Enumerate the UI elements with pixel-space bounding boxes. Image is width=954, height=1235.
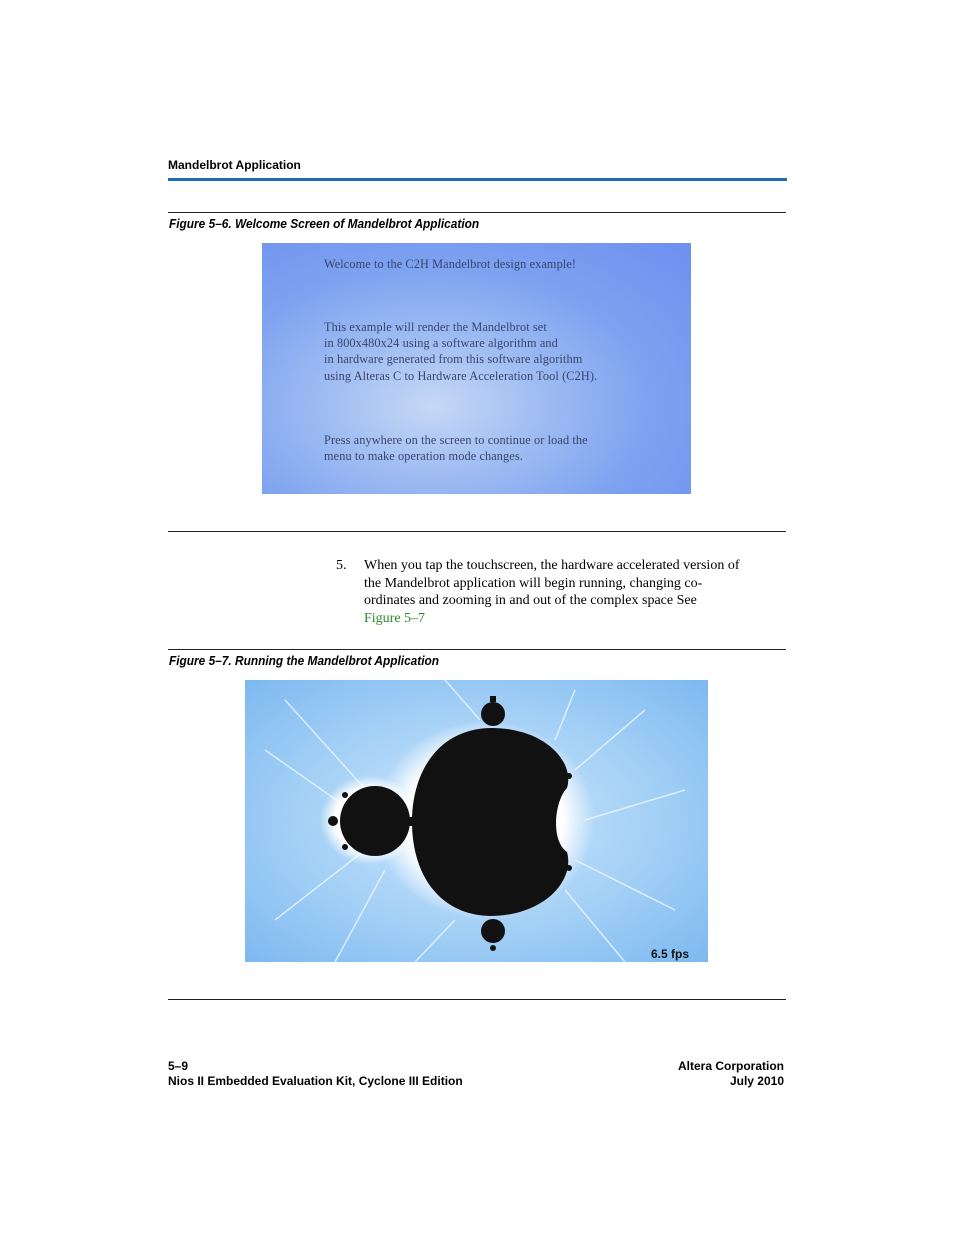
fps-counter: 6.5 fps (651, 947, 690, 961)
welcome-line: in hardware generated from this software algorithm (324, 352, 583, 366)
figure-bottom-rule (168, 999, 786, 1000)
publication-date: July 2010 (729, 1074, 784, 1088)
figure-5-7-link[interactable]: Figure 5–7 (364, 610, 426, 626)
welcome-line: using Alteras C to Hardware Acceleration Tool (C2H). (324, 369, 598, 383)
figure-5-6-caption: Figure 5–6. Welcome Screen of Mandelbrot Application (169, 217, 480, 231)
welcome-line: in 800x480x24 using a software algorithm and (324, 336, 558, 350)
welcome-line: This example will render the Mandelbrot set (324, 320, 547, 334)
mandelbrot-screenshot (245, 680, 708, 962)
welcome-line: Press anywhere on the screen to continue or load the (324, 433, 588, 447)
page-number: 5–9 (168, 1059, 189, 1073)
figure-top-rule (168, 212, 786, 213)
step-text (364, 557, 784, 627)
figure-top-rule (168, 649, 786, 650)
step-number: 5. (336, 558, 347, 573)
figure-5-7-caption: Figure 5–7. Running the Mandelbrot Application (169, 654, 440, 668)
document-title: Nios II Embedded Evaluation Kit, Cyclone III Edition (168, 1074, 463, 1088)
step-line: the Mandelbrot application will begin running, changing co- (364, 575, 703, 591)
running-header: Mandelbrot Application (168, 158, 301, 172)
step-line: When you tap the touchscreen, the hardware accelerated version of (364, 558, 740, 573)
step-line: ordinates and zooming in and out of the complex space See (364, 593, 697, 608)
figure-bottom-rule (168, 531, 786, 532)
welcome-screen-image (262, 243, 691, 494)
welcome-line: menu to make operation mode changes. (324, 449, 523, 463)
company-name: Altera Corporation (677, 1059, 784, 1073)
welcome-line: Welcome to the C2H Mandelbrot design example! (324, 257, 577, 271)
header-rule (168, 178, 787, 181)
